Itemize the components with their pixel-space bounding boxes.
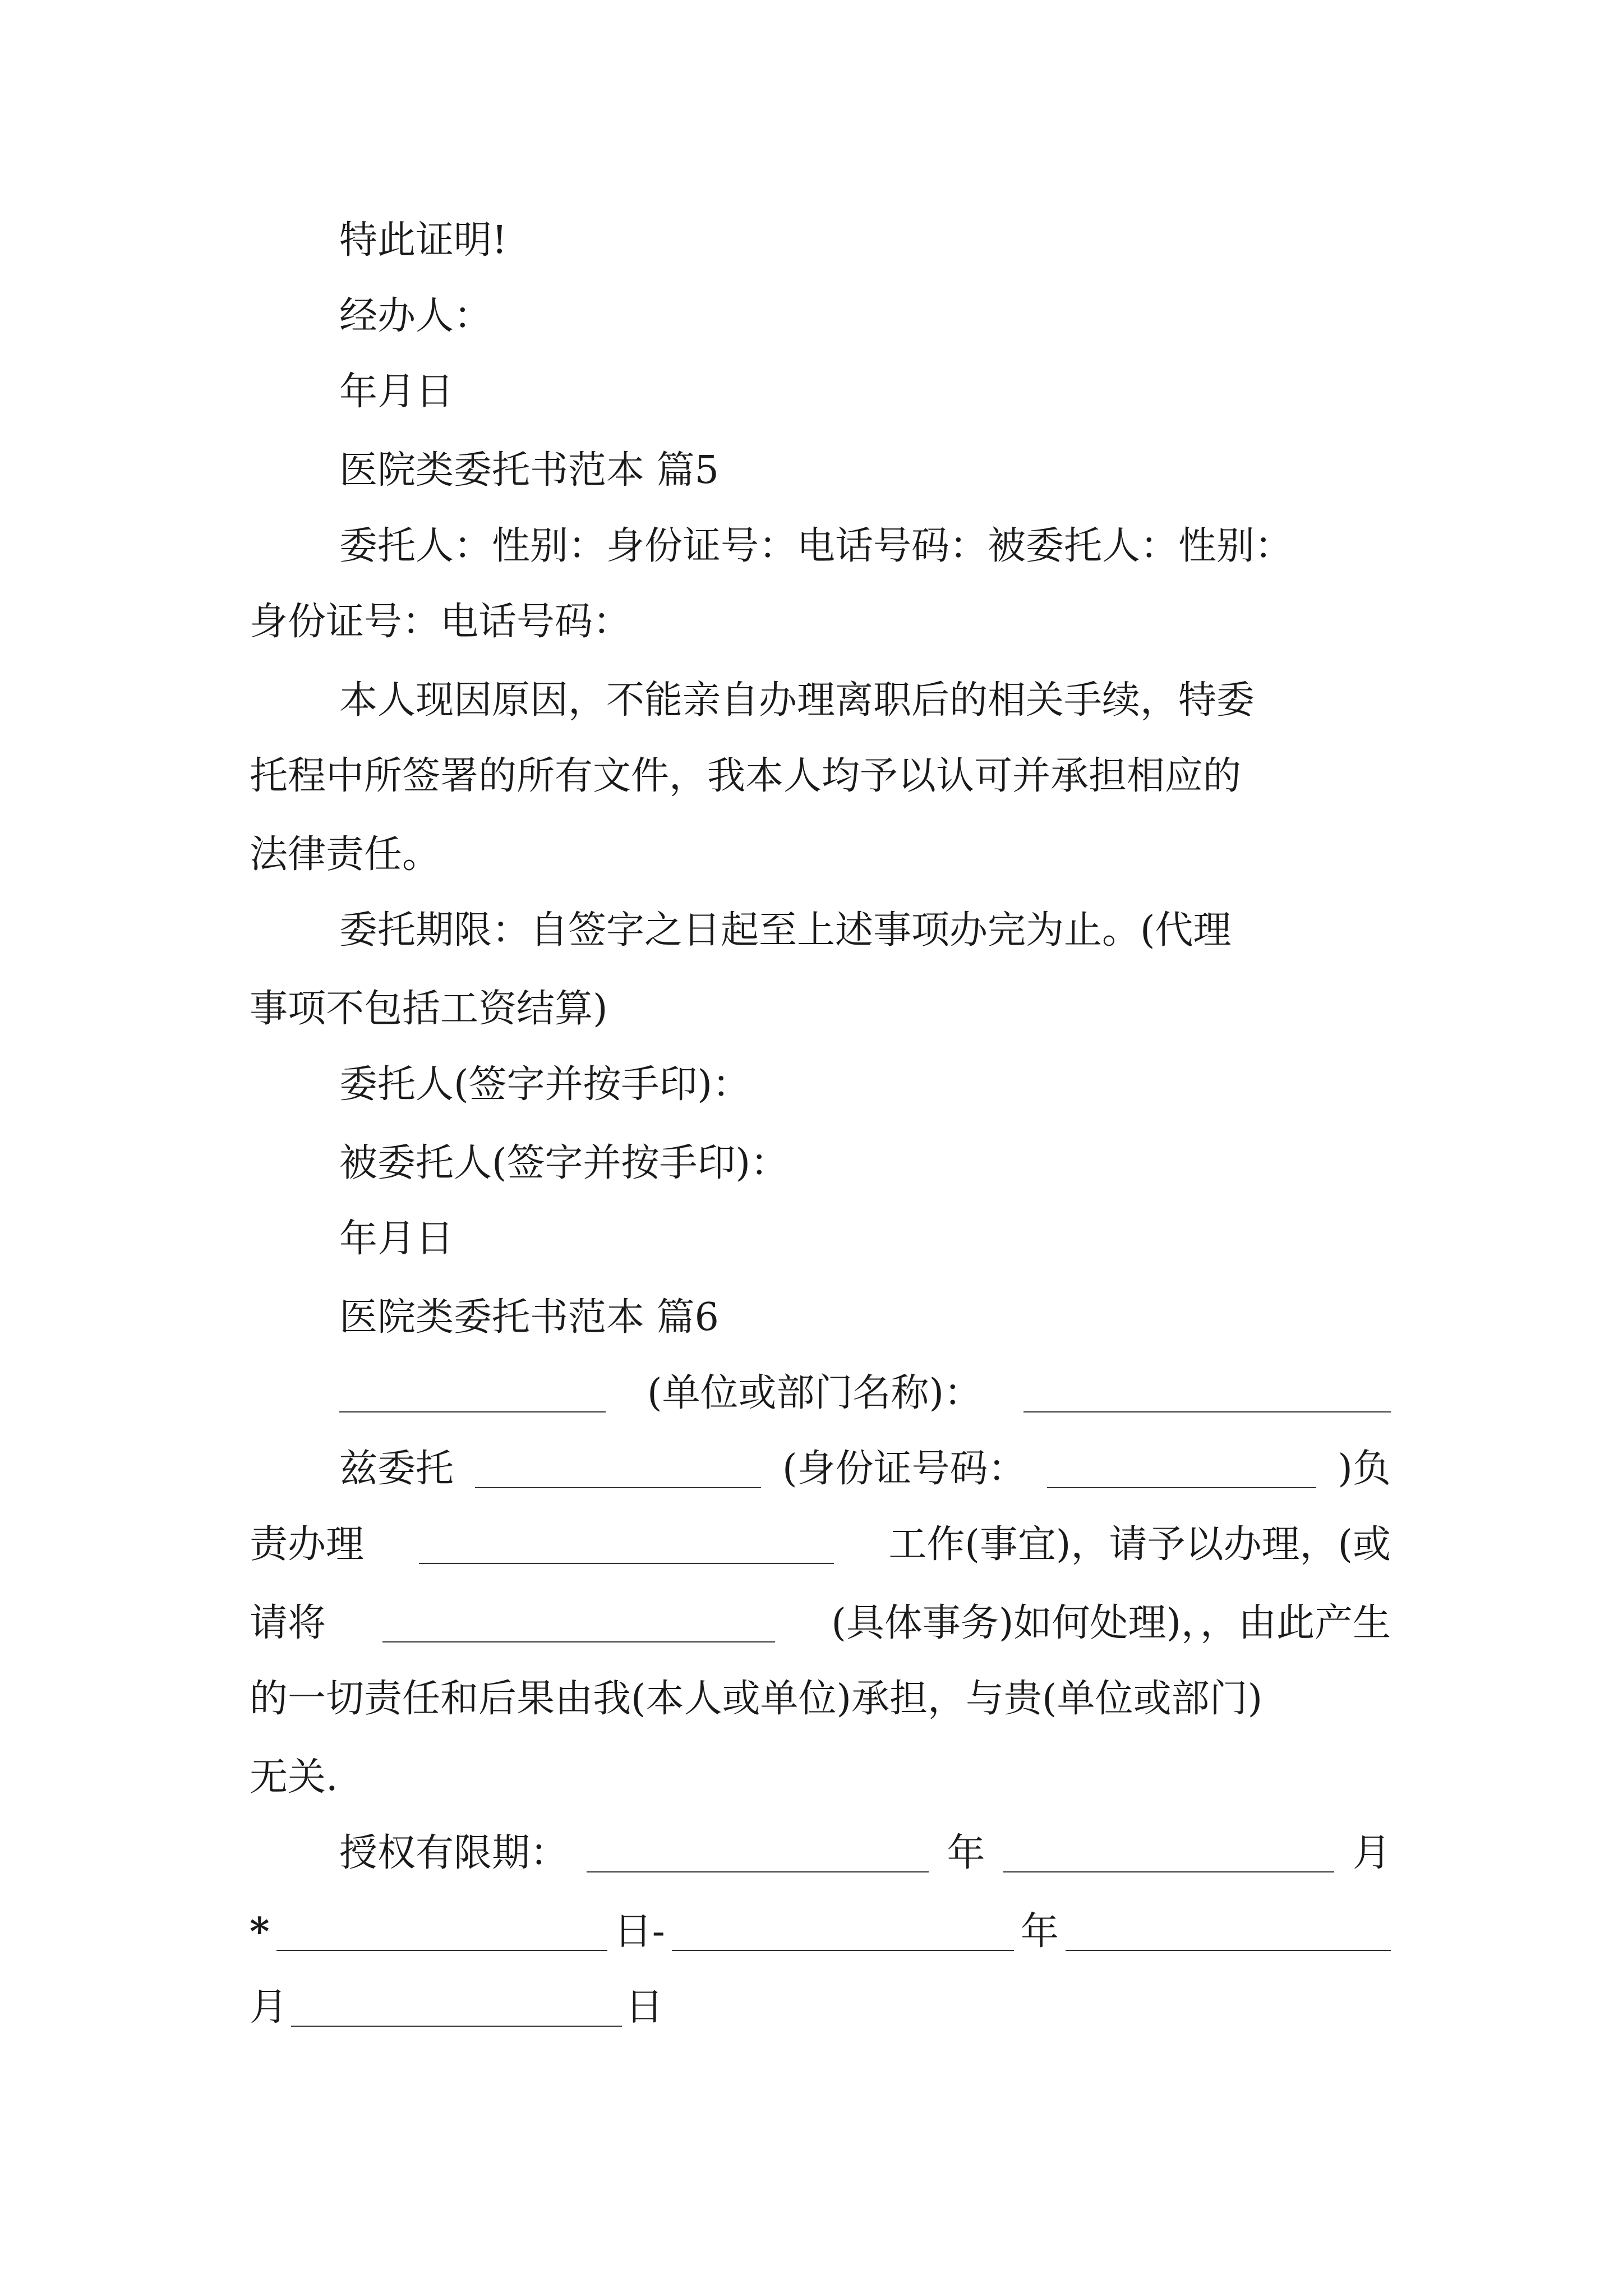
date-line: 年月日 <box>339 370 454 414</box>
auth-period-line-3 <box>250 1985 1391 2030</box>
handler-label: 经办人： <box>339 294 492 338</box>
section-heading-5: 医院类委托书范本 篇5 <box>339 448 719 493</box>
unit-name-line <box>250 1371 1391 1415</box>
body-paragraph-line: 法律责任。 <box>250 832 441 877</box>
blank-field[interactable] <box>291 1992 622 2027</box>
blank-field[interactable] <box>1047 1453 1316 1488</box>
body-paragraph-line: 本人现因原因，不能亲自办理离职后的相关手续，特委 <box>339 678 1255 723</box>
please-suffix: (具体事务)如何处理)，，由此产生 <box>831 1601 1391 1645</box>
unrelated-line: 无关. <box>250 1755 338 1800</box>
blank-field[interactable] <box>672 1916 1014 1951</box>
blank-field[interactable] <box>276 1916 607 1951</box>
entrust-prefix: 兹委托 <box>339 1447 454 1491</box>
blank-field[interactable] <box>339 1378 606 1412</box>
please-line <box>250 1601 1391 1645</box>
date-line: 年月日 <box>339 1217 454 1261</box>
certify-statement: 特此证明! <box>339 218 508 263</box>
blank-field[interactable] <box>1066 1916 1391 1951</box>
body-paragraph-line: 托程中所签署的所有文件，我本人均予以认可并承担相应的 <box>250 754 1242 798</box>
blank-field[interactable] <box>475 1453 761 1488</box>
day-dash-label: 日- <box>614 1910 665 1954</box>
agent-signature-label: 被委托人(签字并按手印)： <box>339 1141 789 1185</box>
month-label: 月 <box>1352 1831 1391 1875</box>
year-label: 年 <box>1020 1910 1059 1954</box>
entrust-line <box>250 1447 1391 1491</box>
principal-info-line: 委托人：性别：身份证号：电话号码：被委托人：性别： <box>339 524 1293 568</box>
blank-field[interactable] <box>587 1838 929 1872</box>
month-label: 月 <box>250 1985 288 2030</box>
section-heading-6: 医院类委托书范本 篇6 <box>339 1295 719 1340</box>
year-label: 年 <box>947 1831 985 1875</box>
liability-line: 的一切责任和后果由我(本人或单位)承担，与贵(单位或部门) <box>250 1677 1263 1721</box>
auth-period-label: 授权有限期： <box>339 1831 569 1875</box>
entrust-period-line: 委托期限：自签字之日起至上述事项办完为止。(代理 <box>339 908 1232 953</box>
blank-field[interactable] <box>1003 1838 1334 1872</box>
blank-field[interactable] <box>1023 1378 1391 1412</box>
day-label: 日 <box>625 1985 664 2030</box>
principal-info-line-2: 身份证号：电话号码： <box>250 600 631 644</box>
id-close: )负 <box>1338 1447 1391 1491</box>
principal-signature-label: 委托人(签字并按手印)： <box>339 1062 751 1107</box>
id-number-label: (身份证号码： <box>782 1447 1026 1491</box>
entrust-period-line-2: 事项不包括工资结算) <box>250 987 608 1031</box>
unit-name-label: (单位或部门名称)： <box>647 1371 983 1415</box>
auth-period-line <box>250 1831 1391 1875</box>
blank-field[interactable] <box>419 1529 834 1564</box>
please-prefix: 请将 <box>250 1601 326 1645</box>
handle-suffix: 工作(事宜)，请予以办理，(或 <box>888 1522 1391 1567</box>
auth-period-line-2 <box>250 1910 1391 1954</box>
star-mark: * <box>250 1910 270 1954</box>
blank-field[interactable] <box>382 1608 775 1642</box>
handle-line <box>250 1522 1391 1567</box>
handle-prefix: 责办理 <box>250 1522 365 1567</box>
